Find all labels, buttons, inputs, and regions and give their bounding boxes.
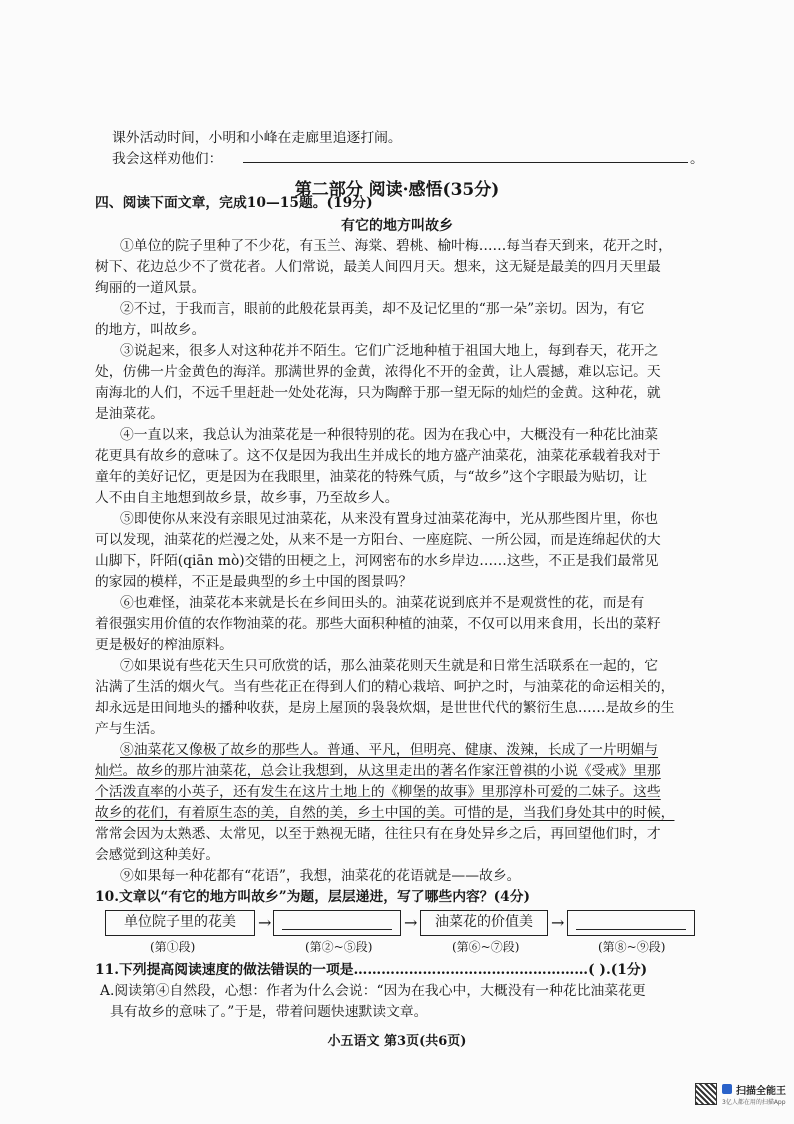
passage-line: 常常会因为太熟悉、太常见，以至于熟视无睹，往往只有在身处异乡之后，再回望他们时，才 [95,826,661,842]
passage-line: 花更具有故乡的意味了。这不仅是因为我出生并成长的地方盛产油菜花，油菜花承载着我对于 [95,448,661,464]
passage-line: ⑨如果每一种花都有“花语”，我想，油菜花的花语就是——故乡。 [120,868,521,884]
page-footer: 小五语文 第3页(共6页) [327,1034,467,1049]
passage-line: 着很强实用价值的农作物油菜的花。那些大面积种植的油菜，不仅可以用来食用，长出的菜籽 [95,616,661,632]
passage-line: 的家园的模样，不正是最典型的乡土中国的图景吗？ [95,574,413,590]
passage-line: 却永远是田间地头的播种收获，是房上屋顶的袅袅炊烟，是世世代代的繁衍生息……是故乡的生 [95,700,675,716]
question-11-option-a: A.阅读第④自然段，心想：作者为什么会说：“因为在我心中，大概没有一种花比油菜花更 [100,983,646,999]
flow-caption-3: (第⑥~⑦段) [452,940,520,954]
passage-line: 绚丽的一道风景。 [95,280,206,296]
question-11: 11.下列提高阅读速度的做法错误的一项是……………………………………………( ).(1分) [95,962,648,978]
question-10: 10.文章以“有它的地方叫故乡”为题，层层递进，写了哪些内容？(4分) [95,889,531,905]
passage-line: 的地方，叫故乡。 [95,322,206,338]
passage-line: 会感觉到这种美好。 [95,847,220,863]
passage-line: 南海北的人们，不远千里赶赴一处处花海，只为陶醉于那一望无际的灿烂的金黄。这种花，就 [95,385,661,401]
passage-line-underlined: ⑧油菜花又像极了故乡的那些人。普通、平凡，但明亮、健康、泼辣，长成了一片明媚与 [120,742,659,758]
passage-line: ⑦如果说有些花天生只可欣赏的话，那么油菜花则天生就是和日常生活联系在一起的，它 [120,658,659,674]
passage-line: ⑥也难怪，油菜花本来就是长在乡间田头的。油菜花说到底并不是观赏性的花，而是有 [120,595,645,611]
passage-line: 树下、花边总少不了赏花者。人们常说，最美人间四月天。想来，这无疑是最美的四月天里最 [95,259,661,275]
question-4-heading: 四、阅读下面文章，完成10—15题。(19分) [95,195,373,211]
passage-line: 处，仿佛一片金黄色的海洋。那满世界的金黄，浓得化不开的金黄，让人震撼，难以忘记。天 [95,364,661,380]
passage-line: ②不过，于我而言，眼前的此般花景再美，却不及记忆里的“那一朵”亲切。因为，有它 [120,301,645,317]
scanner-logo-icon [722,1084,732,1094]
passage-line: 人不由自主地想到故乡景，故乡事，乃至故乡人。 [95,490,399,506]
passage-line: 山脚下，阡陌(qiān mò)交错的田梗之上，河网密布的水乡岸边……这些，不正是我们最常见 [95,553,659,569]
flow-caption-1: (第①段) [150,940,196,954]
passage-line: ③说起来，很多人对这种花并不陌生。它们广泛地种植于祖国大地上，每到春天，花开之 [120,343,659,359]
passage-line: 是油菜花。 [95,406,164,422]
section-heading: 第二部分 阅读·感悟(35分) [294,180,500,200]
intro-line-2-label: 我会这样劝他们： [112,151,223,167]
flow-blank-2[interactable] [282,915,392,930]
flow-caption-4: (第⑧~⑨段) [598,940,666,954]
intro-line-2-end: 。 [690,151,704,167]
passage-line: ⑤即使你从来没有亲眼见过油菜花，从来没有置身过油菜花海中，光从那些图片里，你也 [120,511,659,527]
passage-line: 可以发现，油菜花的烂漫之处，从来不是一方阳台、一座庭院、一所公园，而是连绵起伏的大 [95,532,661,548]
passage-line-underlined: 故乡的花们，有着原生态的美，自然的美，乡土中国的美。可惜的是，当我们身处其中的时候， [95,805,675,821]
question-11-option-a-cont: 具有故乡的意味了。”于是，带着问题快速默读文章。 [110,1004,428,1020]
answer-blank[interactable] [243,162,688,163]
flow-box-4[interactable] [567,910,695,936]
passage-line: 童年的美好记忆，更是因为在我眼里，油菜花的特殊气质，与“故乡”这个字眼最为贴切，让 [95,469,648,485]
arrow-right-icon: → [258,913,272,932]
passage-line: ①单位的院子里种了不少花，有玉兰、海棠、碧桃、榆叶梅……每当春天到来，花开之时， [120,238,672,254]
arrow-right-icon: → [551,913,565,932]
flow-caption-2: (第②~⑤段) [305,940,373,954]
flow-box-2[interactable] [273,910,401,936]
arrow-right-icon: → [404,913,418,932]
flow-box-1: 单位院子里的花美 [105,910,255,936]
passage-line-underlined: 个活泼直率的小英子，还有发生在这片土地上的《柳堡的故事》里那淳朴可爱的二妹子。这些 [95,784,661,800]
watermark-subtitle: 3亿人都在用的扫描App [722,1099,786,1106]
passage-title: 有它的地方叫故乡 [341,218,453,234]
intro-line-1: 课外活动时间，小明和小峰在走廊里追逐打闹。 [112,130,402,146]
qr-code-icon [695,1083,717,1105]
passage-line: 更是极好的榨油原料。 [95,637,233,653]
passage-line: 沾满了生活的烟火气。当有些花正在得到人们的精心栽培、呵护之时，与油菜花的命运相关的， [95,679,675,695]
passage-line: ④一直以来，我总认为油菜花是一种很特别的花。因为在我心中，大概没有一种花比油菜 [120,427,659,443]
passage-line-underlined: 灿烂。故乡的那片油菜花，总会让我想到，从这里走出的著名作家汪曾祺的小说《受戒》里那 [95,763,661,779]
passage-line: 产与生活。 [95,721,164,737]
flow-blank-4[interactable] [576,915,686,930]
watermark-brand: 扫描全能王 [736,1086,786,1097]
flow-box-3: 油菜花的价值美 [420,910,548,936]
